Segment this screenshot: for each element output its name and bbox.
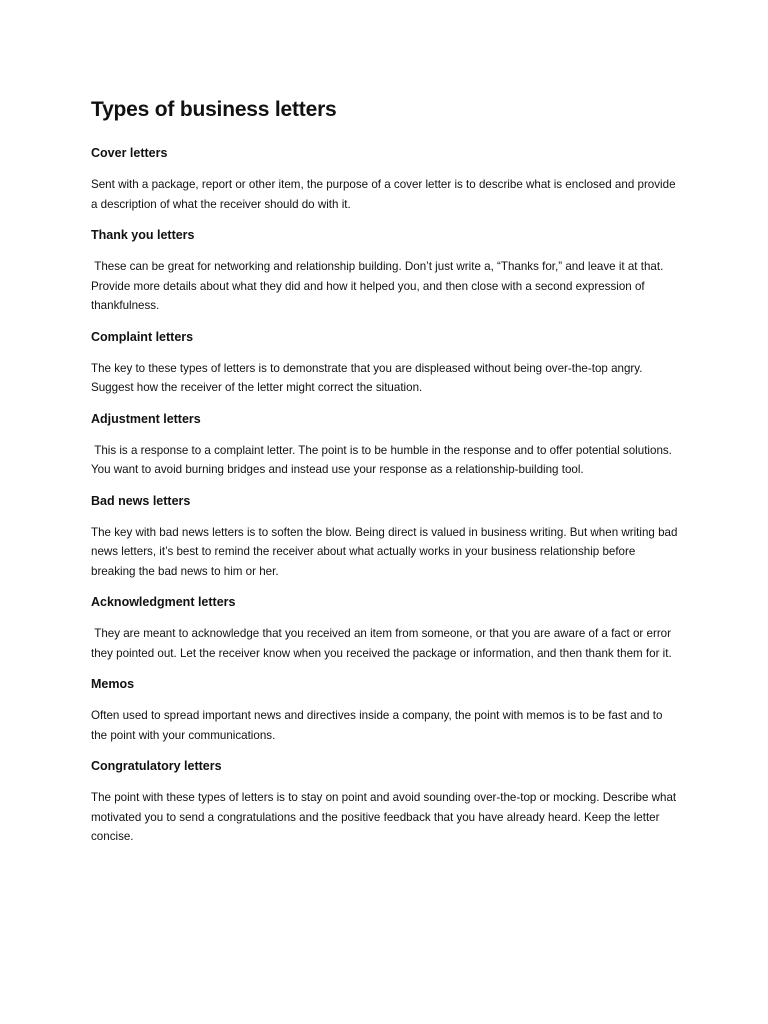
section-congratulatory-letters bbox=[91, 758, 681, 847]
section-heading: Cover letters bbox=[91, 146, 168, 160]
section-body: This is a response to a complaint letter. The point is to be humble in the response and to offer potential solutions. You want to avoid burning bridges and instead use your response as a relationship-building tool. bbox=[91, 443, 675, 476]
section-body: Sent with a package, report or other item, the purpose of a cover letter is to describe what is enclosed and provide a description of what the receiver should do with it. bbox=[91, 178, 679, 211]
section-cover-letters bbox=[91, 145, 681, 214]
section-body: The point with these types of letters is to stay on point and avoid sounding over-the-top or mocking. Describe what motivated you to send a congratulations and the positive feedback that you have already heard. Keep the letter concise. bbox=[91, 791, 680, 843]
section-heading: Congratulatory letters bbox=[91, 759, 222, 773]
section-thank-you-letters bbox=[91, 227, 681, 316]
section-body: These can be great for networking and relationship building. Don’t just write a, “Thanks for,” and leave it at that. Provide more details about what they did and how it helped you, and then close with a second expression of thankfulness. bbox=[91, 260, 667, 312]
section-body: The key to these types of letters is to demonstrate that you are displeased without being over-the-top angry. Suggest how the receiver of the letter might correct the situation. bbox=[91, 361, 646, 394]
section-memos bbox=[91, 676, 681, 745]
section-body: They are meant to acknowledge that you received an item from someone, or that you are aware of a fact or error they pointed out. Let the receiver know when you received the package or information, and then thank them for it. bbox=[91, 627, 675, 660]
section-heading: Thank you letters bbox=[91, 228, 195, 242]
section-heading: Acknowledgment letters bbox=[91, 595, 236, 609]
section-heading: Bad news letters bbox=[91, 493, 191, 508]
section-heading: Memos bbox=[91, 677, 135, 691]
section-body: Often used to spread important news and directives inside a company, the point with memos is to be fast and to the point with your communications. bbox=[91, 709, 666, 742]
section-adjustment-letters bbox=[91, 411, 681, 480]
section-acknowledgment-letters bbox=[91, 594, 681, 663]
section-bad-news-letters bbox=[91, 493, 681, 582]
section-body: The key with bad news letters is to soften the blow. Being direct is valued in business writing. But when writing bad news letters, it’s best to remind the receiver about what actually works in your business relationship before breaking the bad news to him or her. bbox=[91, 525, 681, 578]
section-heading: Adjustment letters bbox=[91, 411, 201, 426]
section-complaint-letters bbox=[91, 329, 681, 398]
document-title: Types of business letters bbox=[91, 98, 337, 121]
section-heading: Complaint letters bbox=[91, 329, 194, 344]
document-page bbox=[91, 96, 681, 860]
